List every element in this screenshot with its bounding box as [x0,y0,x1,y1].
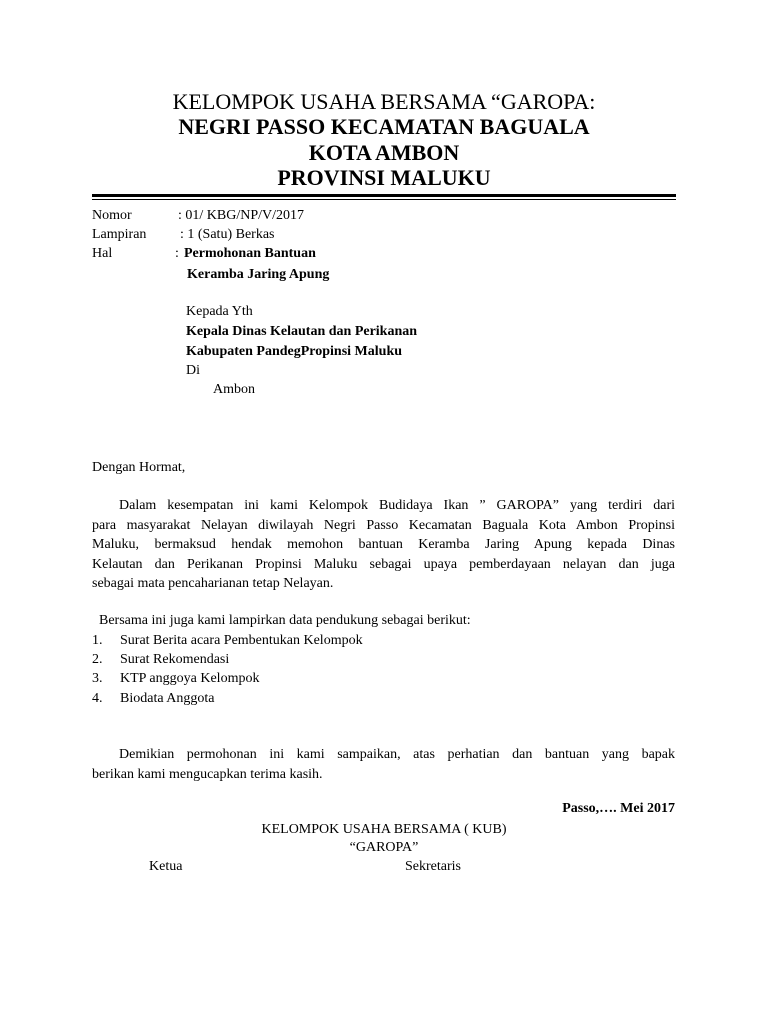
paragraph-line: Demikian permohonan ini kami sampaikan, atas perhatian dan bantuan yang bapak [119,747,675,762]
attachment-number: 3. [92,671,103,686]
recipient-di: Di [186,363,200,378]
paragraph-line: para masyarakat Nelayan diwilayah Negri Passo Kecamatan Baguala Kota Ambon Propinsi [92,517,675,533]
paragraph-line: Maluku, bermaksud hendak memohon bantuan Keramba Jaring Apung kepada Dinas [92,537,675,552]
letterhead-line-1: KELOMPOK USAHA BERSAMA “GAROPA: [172,89,596,114]
signature-ketua: Ketua [149,859,183,874]
paragraph-line: berikan kami mengucapkan terima kasih. [92,766,323,782]
attachment-item: Biodata Anggota [120,691,215,706]
paragraph-line: Kelautan dan Perikanan Propinsi Maluku sebagai upaya pemberdayaan nelayan dan juga [92,556,675,572]
closing-paragraph [92,745,675,784]
letterhead-rule-thin [92,199,676,200]
hal-label: Hal [92,246,113,261]
hal-value-line-1: Permohonan Bantuan [184,246,316,261]
hal-colon: : [175,246,179,261]
signature-org-line-2: “GAROPA” [349,840,419,855]
body-paragraph-1 [92,496,675,594]
attachment-number: 2. [92,652,103,667]
place-date: Passo,…. Mei 2017 [562,801,675,816]
nomor-label: Nomor [92,208,132,223]
recipient-line-2: Kabupaten PandegPropinsi Maluku [186,344,403,359]
letterhead-rule-thick [92,194,676,197]
letterhead-line-2: NEGRI PASSO KECAMATAN BAGUALA [178,114,590,139]
attachment-number: 1. [92,633,103,648]
attachment-number: 4. [92,691,103,706]
paragraph-line: sebagai mata pencaharianan tetap Nelayan. [92,576,334,591]
attachment-item: Surat Berita acara Pembentukan Kelompok [120,633,363,648]
letterhead-line-4: PROVINSI MALUKU [277,165,491,190]
attachments-intro: Bersama ini juga kami lampirkan data pendukung sebagai berikut: [99,613,471,628]
paragraph-line: Dalam kesempatan ini kami Kelompok Budidaya Ikan ” GAROPA” yang terdiri dari [119,498,675,513]
lampiran-value: : 1 (Satu) Berkas [180,227,275,242]
signature-sekretaris: Sekretaris [405,859,461,874]
signature-org-line-1: KELOMPOK USAHA BERSAMA ( KUB) [261,822,507,837]
letterhead-line-3: KOTA AMBON [308,140,460,165]
recipient-city: Ambon [213,382,255,397]
attachment-item: Surat Rekomendasi [120,652,230,667]
hal-value-line-2: Keramba Jaring Apung [187,267,330,282]
lampiran-label: Lampiran [92,227,147,242]
nomor-value: : 01/ KBG/NP/V/2017 [178,208,305,223]
recipient-kepada: Kepada Yth [186,304,253,319]
recipient-line-1: Kepala Dinas Kelautan dan Perikanan [186,324,418,339]
greeting: Dengan Hormat, [92,460,186,475]
attachment-item: KTP anggoya Kelompok [120,671,260,686]
